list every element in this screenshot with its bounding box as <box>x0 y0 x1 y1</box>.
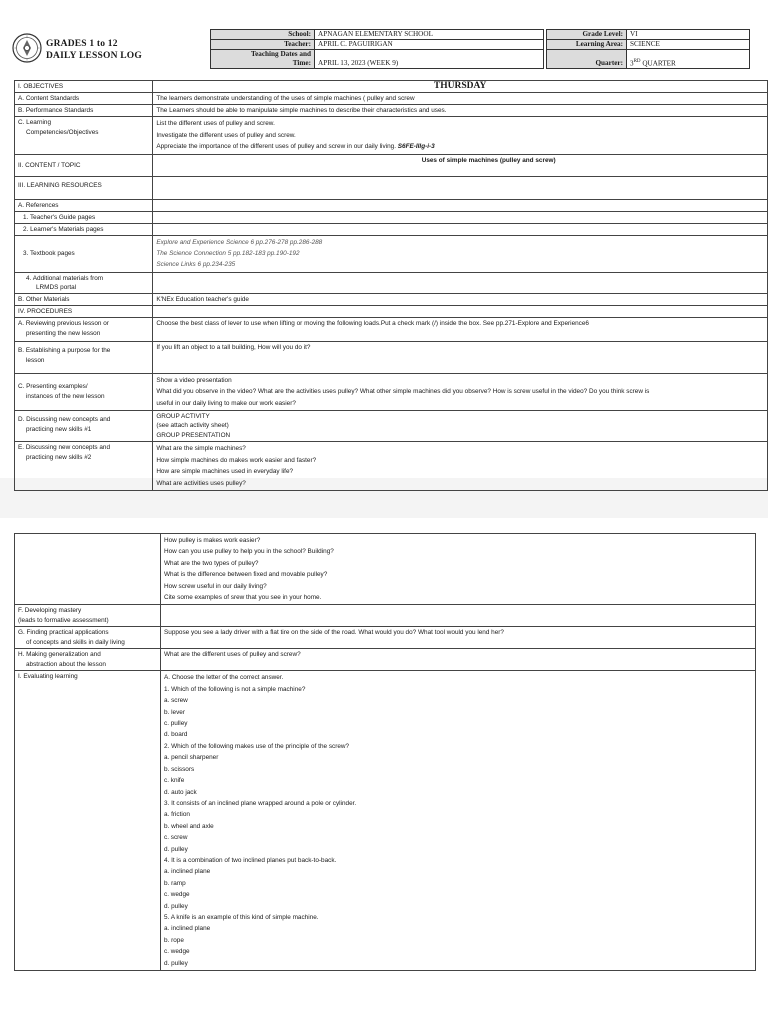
school-value: APNAGAN ELEMENTARY SCHOOL <box>315 30 544 40</box>
list-item: List the different uses of pulley and screw. <box>156 120 275 127</box>
list-item: c. wedge <box>164 948 190 956</box>
list-item: b. scissors <box>164 765 195 773</box>
header-info-left <box>210 29 544 69</box>
table-row <box>15 176 768 199</box>
table-row <box>15 627 756 649</box>
table-row <box>15 199 768 211</box>
list-item: d. pulley <box>164 902 188 910</box>
content-standards-label: A. Content Standards <box>15 93 153 105</box>
grade-label: Grade Level: <box>547 30 627 40</box>
dates-label: Teaching Dates and Time: <box>211 50 315 69</box>
table-row <box>15 81 768 93</box>
table-row <box>15 105 768 117</box>
header-info-right <box>546 29 750 69</box>
teacher-value: APRIL C. PAGUIRIGAN <box>315 40 544 50</box>
list-item: The Science Connection 5 pp.182-183 pp.190-192 <box>156 249 300 257</box>
list-item: b. wheel and axle <box>164 822 214 830</box>
table-row <box>15 93 768 105</box>
list-item: 5. A knife is an example of this kind of simple machine. <box>164 913 319 921</box>
list-item: Explore and Experience Science 6 pp.276-278 pp.286-288 <box>156 238 323 246</box>
list-item: How screw useful in our daily living? <box>164 582 267 590</box>
list-item: d. pulley <box>164 959 188 967</box>
discuss-2-label: E. Discussing new concepts and practicing new skills #2 <box>15 442 153 491</box>
content-standards-value: The learners demonstrate understanding of the uses of simple machines ( pulley and screw <box>153 93 768 105</box>
table-row <box>15 223 768 235</box>
list-item: d. auto jack <box>164 788 197 796</box>
evaluation-quiz <box>161 671 756 971</box>
discuss-1-value <box>153 410 768 442</box>
teachers-guide-label: 1. Teacher's Guide pages <box>15 211 153 223</box>
table-row <box>15 442 768 491</box>
applications-label: G. Finding practical applications of concepts and skills in daily living <box>15 627 161 649</box>
grade-value: VI <box>627 30 750 40</box>
list-item: What are the simple machines? <box>156 445 246 453</box>
table-row <box>15 117 768 155</box>
other-materials-label: B. Other Materials <box>15 293 153 305</box>
textbook-pages-value <box>153 235 768 272</box>
objectives-heading: I. OBJECTIVES <box>15 81 153 93</box>
list-item: How simple machines do makes work easier and faster? <box>156 456 317 464</box>
table-row <box>15 293 768 305</box>
references-label: A. References <box>15 199 153 211</box>
list-item: c. knife <box>164 777 185 785</box>
procedures-label: IV. PROCEDURES <box>15 305 153 317</box>
list-item: How can you use pulley to help you in the school? Building? <box>164 548 334 556</box>
examples-value <box>153 373 768 410</box>
table-row <box>15 605 756 627</box>
day-heading: THURSDAY <box>153 81 768 93</box>
list-item: d. pulley <box>164 845 188 853</box>
lesson-log-page-2 <box>0 518 768 1024</box>
applications-value: Suppose you see a lady driver with a flat tire on the side of the road. What would you do? What tool would you lend her? <box>161 627 756 649</box>
table-row <box>15 341 768 373</box>
list-item: (see attach activity sheet) <box>156 422 229 430</box>
table-row <box>15 317 768 341</box>
competency-code: S6FE-IIIg-i-3 <box>397 143 435 150</box>
performance-standards-value: The Learners should be able to manipulate simple machines to describe their characteristics and uses. <box>153 105 768 117</box>
table-row <box>15 211 768 223</box>
list-item: What is the difference between fixed and movable pulley? <box>164 571 328 579</box>
discuss-2-continued <box>161 534 756 605</box>
lrmds-label: 4. Additional materials from LRMDS portal <box>15 272 153 293</box>
table-row <box>15 410 768 442</box>
list-item: A. Choose the letter of the correct answer. <box>164 674 284 682</box>
performance-standards-label: B. Performance Standards <box>15 105 153 117</box>
table-row <box>15 534 756 605</box>
textbook-pages-label: 3. Textbook pages <box>15 235 153 272</box>
list-item: 3. It consists of an inclined plane wrapped around a pole or cylinder. <box>164 799 357 807</box>
list-item: What are the two types of pulley? <box>164 559 259 567</box>
learners-materials-label: 2. Learner's Materials pages <box>15 223 153 235</box>
logo-title-line2: DAILY LESSON LOG <box>46 51 142 61</box>
content-topic-label: II. CONTENT / TOPIC <box>15 154 153 176</box>
table-row <box>15 649 756 671</box>
area-value: SCIENCE <box>627 40 750 50</box>
table-row <box>15 671 756 971</box>
table-row <box>15 305 768 317</box>
quarter-value: 3RD QUARTER <box>627 50 750 69</box>
dates-value: APRIL 13, 2023 (WEEK 9) <box>315 50 544 69</box>
school-label: School: <box>211 30 315 40</box>
teacher-label: Teacher: <box>211 40 315 50</box>
learning-resources-label: III. LEARNING RESOURCES <box>15 176 153 199</box>
list-item: d. board <box>164 731 188 739</box>
lesson-log-page-1 <box>0 0 768 487</box>
review-label: A. Reviewing previous lesson or presenting the new lesson <box>15 317 153 341</box>
list-item: GROUP ACTIVITY <box>156 412 210 420</box>
list-item: 1. Which of the following is not a simple machine? <box>164 685 306 693</box>
review-value: Choose the best class of lever to use when lifting or moving the following loads.Put a check mark (/) inside the box. See pp.271-Explore and Experience6 <box>153 317 768 341</box>
deped-seal-icon <box>12 33 42 63</box>
list-item: 2. Which of the following makes use of the principle of the screw? <box>164 742 350 750</box>
area-label: Learning Area: <box>547 40 627 50</box>
lesson-table-page-2 <box>14 533 756 971</box>
list-item: Show a video presentation <box>156 376 232 384</box>
table-row <box>15 154 768 176</box>
lesson-table-page-1 <box>14 80 768 491</box>
evaluation-label: I. Evaluating learning <box>15 671 161 971</box>
generalization-label: H. Making generalization and abstraction about the lesson <box>15 649 161 671</box>
table-row <box>15 235 768 272</box>
list-item: How pulley is makes work easier? <box>164 537 261 544</box>
list-item: What are activities uses pulley? <box>156 479 246 487</box>
purpose-value: If you lift an object to a tall building, How will you do it? <box>153 341 768 373</box>
mastery-label: F. Developing mastery (leads to formative assessment) <box>15 605 161 627</box>
list-item: c. wedge <box>164 891 190 899</box>
list-item: a. inclined plane <box>164 925 211 933</box>
list-item: Science Links 6 pp.234-235 <box>156 261 236 269</box>
other-materials-value: K'NEx Education teacher's guide <box>153 293 768 305</box>
list-item: Investigate the different uses of pulley and screw. <box>156 131 296 139</box>
list-item: c. pulley <box>164 720 188 728</box>
list-item: 4. It is a combination of two inclined planes put back-to-back. <box>164 856 337 864</box>
list-item: GROUP PRESENTATION <box>156 431 231 439</box>
quarter-label: Quarter: <box>547 50 627 69</box>
list-item: How are simple machines used in everyday life? <box>156 468 294 476</box>
discuss-1-label: D. Discussing new concepts and practicing new skills #1 <box>15 410 153 442</box>
content-topic-value: Uses of simple machines (pulley and screw) <box>153 154 768 176</box>
competencies-value <box>153 117 768 155</box>
list-item: b. ramp <box>164 879 186 887</box>
list-item: b. lever <box>164 708 185 716</box>
list-item: Appreciate the importance of the different uses of pulley and screw in our daily living. S6FE-IIIg-i-3 <box>156 143 435 150</box>
list-item: a. friction <box>164 811 190 819</box>
examples-label: C. Presenting examples/ instances of the new lesson <box>15 373 153 410</box>
list-item: What did you observe in the video? What are the activities uses pulley? What other simple machines did you observe? How is screw useful in the video? Do you think screw is <box>156 388 650 396</box>
document-title <box>46 38 142 62</box>
competencies-label: C. Learning Competencies/Objectives <box>15 117 153 155</box>
list-item: a. screw <box>164 697 188 705</box>
purpose-label: B. Establishing a purpose for the lesson <box>15 341 153 373</box>
logo-title-line1: GRADES 1 to 12 <box>46 39 118 49</box>
list-item: c. screw <box>164 834 188 842</box>
discuss-2-value <box>153 442 768 491</box>
table-row <box>15 373 768 410</box>
list-item: a. pencil sharpener <box>164 754 219 762</box>
list-item: a. inclined plane <box>164 868 211 876</box>
list-item: Cite some examples of srew that you see in your home. <box>164 594 322 602</box>
table-row <box>15 272 768 293</box>
list-item: b. rope <box>164 936 184 944</box>
generalization-value: What are the different uses of pulley and screw? <box>161 649 756 671</box>
list-item: useful in our daily living to make our work easier? <box>156 399 296 407</box>
